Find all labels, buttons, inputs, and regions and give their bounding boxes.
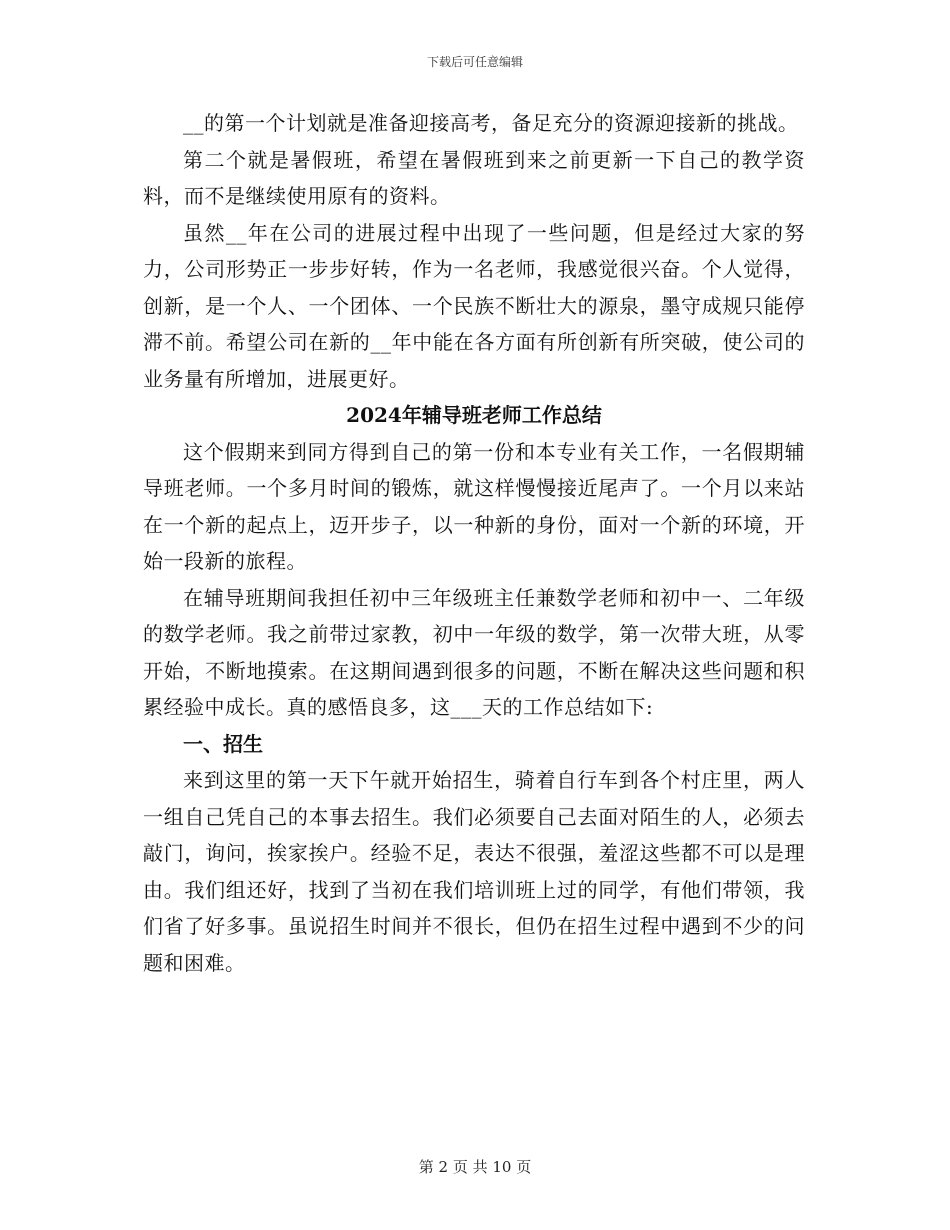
document-title: 2024年辅导班老师工作总结 [346, 403, 602, 427]
section-heading-enrollment: 一、招生 [183, 731, 263, 756]
page-header: 下载后可任意编辑 [426, 55, 523, 69]
document-body [143, 105, 805, 981]
paragraph-intro: 这个假期来到同方得到自己的第一份和本专业有关工作，一名假期辅导班老师。一个多月时间的锻炼，就这样慢慢接近尾声了。一个月以来站在一个新的起点上，迈开步子，以一种新的身份，面对一个新的环境，开始一段新的旅程。 [143, 439, 805, 573]
page-number: 第 2 页 共 10 页 [418, 1158, 532, 1176]
paragraph-enrollment: 来到这里的第一天下午就开始招生，骑着自行车到各个村庄里，两人一组自己凭自己的本事去招生。我们必须要自己去面对陌生的人，必须去敲门，询问，挨家挨户。经验不足，表达不很强，羞涩这些都不可以是理由。我们组还好，找到了当初在我们培训班上过的同学，有他们带领，我们省了好多事。虽说招生时间并不很长，但仍在招生过程中遇到不少的问题和困难。 [143, 768, 805, 975]
paragraph-company: 虽然__年在公司的进展过程中出现了一些问题，但是经过大家的努力，公司形势正一步步好转，作为一名老师，我感觉很兴奋。个人觉得，创新，是一个人、一个团体、一个民族不断壮大的源泉，墨守成规只能停滞不前。希望公司在新的__年中能在各方面有所创新有所突破，使公司的业务量有所增加，进展更好。 [143, 220, 805, 391]
paragraph-role: 在辅导班期间我担任初中三年级班主任兼数学老师和初中一、二年级的数学老师。我之前带过家教，初中一年级的数学，第一次带大班，从零开始，不断地摸索。在这期间遇到很多的问题，不断在解决这些问题和积累经验中成长。真的感悟良多，这___天的工作总结如下: [143, 585, 805, 719]
paragraph-plan-1: __的第一个计划就是准备迎接高考，备足充分的资源迎接新的挑战。 [183, 111, 799, 135]
paragraph-plan-2: 第二个就是暑假班，希望在暑假班到来之前更新一下自己的教学资料，而不是继续使用原有的资料。 [143, 147, 805, 208]
